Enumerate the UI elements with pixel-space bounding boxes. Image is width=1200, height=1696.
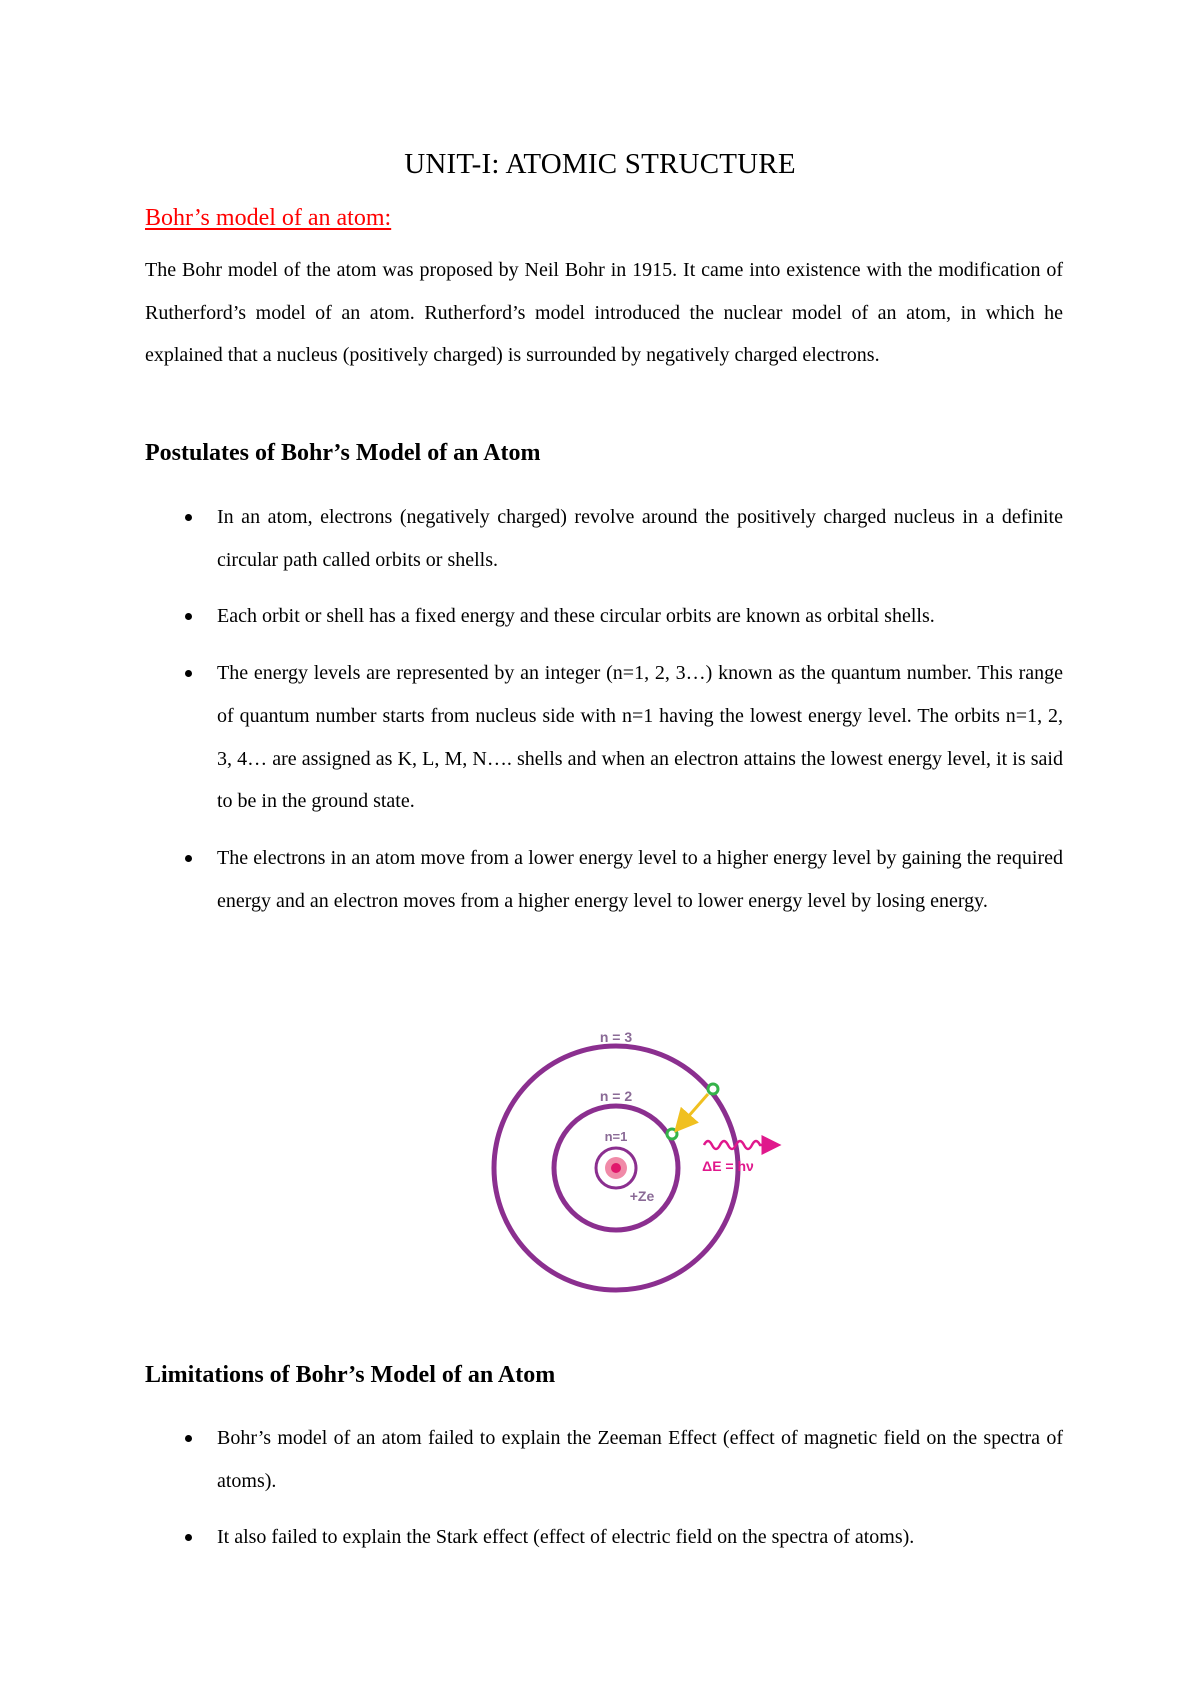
- bullet-icon: [185, 514, 192, 521]
- bullet-icon: [185, 855, 192, 862]
- list-item-text: Each orbit or shell has a fixed energy and these circular orbits are known as orbital shells.: [217, 605, 935, 628]
- transition-arrow: [680, 1094, 708, 1126]
- label-n1: n=1: [604, 1129, 628, 1144]
- bullet-icon: [185, 670, 192, 677]
- list-item-text: In an atom, electrons (negatively charged) revolve around the positively charged nucleus in a definite circular path called orbits or shells.: [217, 506, 1063, 571]
- label-n2: n = 2: [599, 1088, 633, 1104]
- list-item: [145, 837, 1063, 922]
- electron-outer: [708, 1084, 718, 1094]
- bohr-atom-diagram: [480, 1010, 820, 1310]
- postulates-heading: Postulates of Bohr’s Model of an Atom: [145, 440, 541, 466]
- bullet-icon: [185, 613, 192, 620]
- list-item: [145, 652, 1063, 823]
- list-item: [145, 496, 1063, 581]
- list-item-text: It also failed to explain the Stark effect (effect of electric field on the spectra of atoms).: [217, 1526, 915, 1549]
- nucleus-core: [611, 1163, 621, 1173]
- label-n3: n = 3: [599, 1029, 633, 1045]
- label-charge: +Ze: [629, 1188, 655, 1204]
- list-item-text: Bohr’s model of an atom failed to explain the Zeeman Effect (effect of magnetic field on the spectra of atoms).: [217, 1427, 1063, 1492]
- electron-inner: [667, 1129, 677, 1139]
- intro-paragraph: The Bohr model of the atom was proposed by Neil Bohr in 1915. It came into existence with the modification of Rutherford’s model of an atom. Rutherford’s model introduced the nuclear model of an atom, in which he explained that a nucleus (positively charged) is surrounded by negatively charged electrons.: [145, 259, 1063, 367]
- label-energy: ΔE = hν: [702, 1158, 754, 1174]
- photon-wave-icon: [704, 1141, 774, 1149]
- limitations-heading: Limitations of Bohr’s Model of an Atom: [145, 1362, 556, 1388]
- list-item: [145, 1417, 1063, 1502]
- bullet-icon: [185, 1534, 192, 1541]
- list-item: [145, 595, 1063, 638]
- postulates-list: [145, 496, 1063, 936]
- page-title: UNIT-I: ATOMIC STRUCTURE: [404, 148, 796, 180]
- bullet-icon: [185, 1435, 192, 1442]
- limitations-list: [145, 1417, 1063, 1573]
- list-item-text: The energy levels are represented by an integer (n=1, 2, 3…) known as the quantum number. This range of quantum number starts from nucleus side with n=1 having the lowest energy level. The orbits n=1, 2, 3, 4… are assigned as K, L, M, N…. shells and when an electron attains the lowest energy level, it is said to be in the ground state.: [217, 662, 1063, 813]
- section-heading-bohr-model: Bohr’s model of an atom:: [145, 205, 392, 231]
- list-item: [145, 1516, 1063, 1559]
- list-item-text: The electrons in an atom move from a lower energy level to a higher energy level by gaining the required energy and an electron moves from a higher energy level to lower energy level by losing energy.: [217, 846, 1063, 912]
